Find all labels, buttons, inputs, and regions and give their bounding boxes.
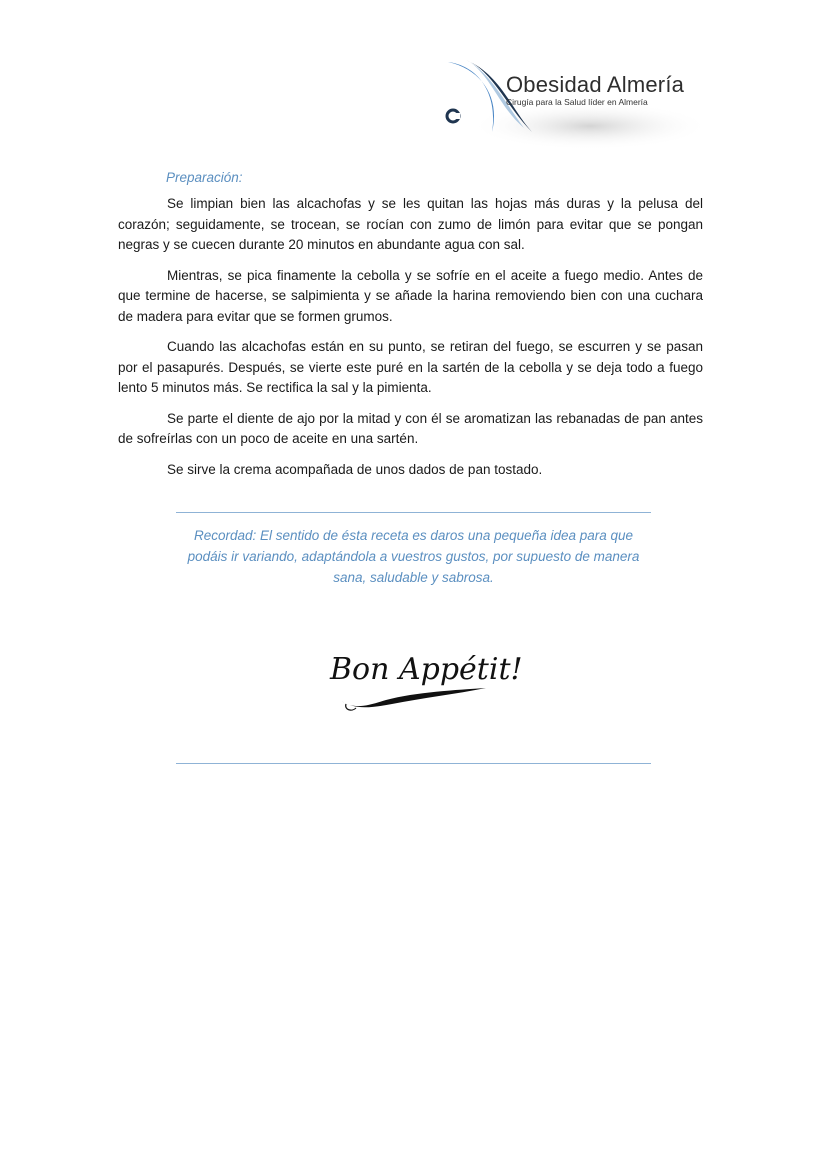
logo-title: Obesidad Almería bbox=[506, 72, 685, 97]
flourish-icon bbox=[326, 648, 506, 714]
paragraph: Mientras, se pica finamente la cebolla y se sofríe en el aceite a fuego medio. Antes de que termine de hacerse, se salpimienta y se añade la harina removiendo bien con una cuchara de madera para evitar que se formen grumos. bbox=[118, 267, 703, 324]
paragraph: Cuando las alcachofas están en su punto, se retiran del fuego, se escurren y se pasan por el pasapurés. Después, se vierte este puré en la sartén de la cebolla y se deja todo a fuego lento 5 minutos más. Se rectifica la sal y la pimienta. bbox=[118, 339, 703, 395]
reminder-note: Recordad: El sentido de ésta receta es daros una pequeña idea para que podáis ir variando, adaptándola a vuestros gustos, por supuesto de manera sana, saludable y sabrosa. bbox=[187, 528, 640, 585]
paragraph: Se parte el diente de ajo por la mitad y con él se aromatizan las rebanadas de pan antes de sofreírlas con un poco de aceite en una sartén. bbox=[118, 410, 703, 446]
logo-subtitle: Cirugía para la Salud líder en Almería bbox=[506, 97, 648, 107]
top-divider bbox=[176, 512, 651, 513]
signature bbox=[326, 648, 523, 714]
signature-text: Bon Appétit! bbox=[330, 652, 523, 687]
paragraph: Se limpian bien las alcachofas y se les quitan las hojas más duras y la pelusa del corazón; seguidamente, se trocean, se rocían con zumo de limón para evitar que se pongan negras y se cuecen durante 20 minutos en abundante agua con sal. bbox=[118, 196, 703, 252]
company-logo bbox=[440, 56, 710, 166]
recipe-body bbox=[118, 170, 703, 490]
bottom-divider bbox=[176, 763, 651, 764]
paragraph: Se sirve la crema acompañada de unos dados de pan tostado. bbox=[167, 461, 543, 477]
section-heading: Preparación: bbox=[166, 170, 243, 185]
